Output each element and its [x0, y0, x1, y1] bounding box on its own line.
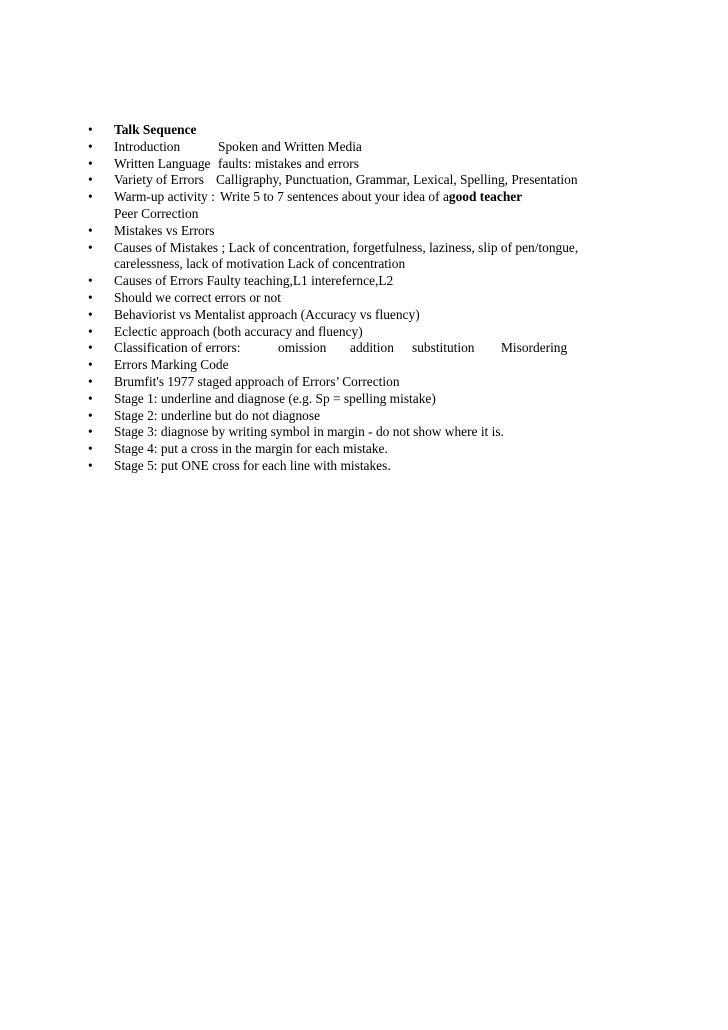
item-continuation: Peer Correction: [114, 205, 199, 221]
item-text: Misordering: [501, 340, 568, 356]
item-text: Write 5 to 7 sentences about your idea of a: [220, 189, 449, 205]
list-item: [88, 240, 708, 274]
list-item: [88, 357, 708, 374]
list-item: [88, 172, 708, 189]
list-item: [88, 156, 708, 173]
item-text: Stage 4: put a cross in the margin for each mistake.: [114, 441, 388, 457]
item-text: good teacher: [448, 189, 523, 205]
list-item: [88, 324, 708, 341]
list-item: [88, 391, 708, 408]
bullet-icon: •: [88, 407, 93, 423]
list-item: [88, 441, 708, 458]
list-item: [88, 189, 708, 223]
item-text: substitution: [412, 340, 475, 356]
item-text: Stage 1: underline and diagnose (e.g. Sp = spelling mistake): [114, 390, 436, 406]
list-item: [88, 223, 708, 240]
bullet-list: [88, 122, 708, 475]
item-text: Written Language: [114, 155, 211, 171]
bullet-icon: •: [88, 357, 93, 373]
item-text: Variety of Errors: [114, 172, 204, 188]
bullet-icon: •: [88, 172, 93, 188]
bullet-icon: •: [88, 441, 93, 457]
item-text: Classification of errors:: [114, 340, 241, 356]
bullet-icon: •: [88, 273, 93, 289]
item-text: Stage 3: diagnose by writing symbol in margin - do not show where it is.: [114, 424, 504, 440]
item-text: Causes of Errors Faulty teaching,L1 interefernce,L2: [114, 273, 394, 289]
bullet-icon: •: [88, 189, 93, 205]
list-item: [88, 290, 708, 307]
item-text: omission: [278, 340, 327, 356]
bullet-icon: •: [88, 289, 93, 305]
item-text: Eclectic approach (both accuracy and fluency): [114, 323, 363, 339]
item-text: faults: mistakes and errors: [218, 155, 359, 171]
item-text: Mistakes vs Errors: [114, 222, 215, 238]
item-text: Talk Sequence: [114, 122, 197, 137]
list-item: [88, 307, 708, 324]
item-text: Warm-up activity :: [114, 189, 215, 205]
bullet-icon: •: [88, 457, 93, 473]
item-text: Spoken and Written Media: [218, 138, 362, 154]
bullet-icon: •: [88, 222, 93, 238]
item-text: Behaviorist vs Mentalist approach (Accuracy vs fluency): [114, 306, 420, 322]
bullet-icon: •: [88, 340, 93, 356]
list-item: [88, 122, 708, 139]
bullet-icon: •: [88, 122, 93, 137]
item-text: Stage 5: put ONE cross for each line with mistakes.: [114, 457, 391, 473]
item-text: Brumfit's 1977 staged approach of Errors’ Correction: [114, 373, 400, 389]
item-text: Should we correct errors or not: [114, 289, 281, 305]
bullet-icon: •: [88, 155, 93, 171]
list-item: [88, 408, 708, 425]
bullet-icon: •: [88, 424, 93, 440]
list-item: [88, 424, 708, 441]
list-item: [88, 374, 708, 391]
bullet-icon: •: [88, 138, 93, 154]
item-text: Calligraphy, Punctuation, Grammar, Lexical, Spelling, Presentation: [216, 172, 578, 188]
item-text: Stage 2: underline but do not diagnose: [114, 407, 321, 423]
list-item: [88, 340, 708, 357]
item-text: addition: [350, 340, 394, 356]
list-item: [88, 139, 708, 156]
bullet-icon: •: [88, 323, 93, 339]
item-continuation: carelessness, lack of motivation Lack of concentration: [114, 256, 406, 272]
bullet-icon: •: [88, 390, 93, 406]
item-text: Causes of Mistakes ; Lack of concentration, forgetfulness, laziness, slip of pen/tongue,: [114, 239, 579, 255]
item-text: Introduction: [114, 138, 181, 154]
bullet-icon: •: [88, 239, 93, 255]
list-item: [88, 273, 708, 290]
item-text: Errors Marking Code: [114, 357, 229, 373]
bullet-icon: •: [88, 306, 93, 322]
list-item: [88, 458, 708, 475]
bullet-icon: •: [88, 373, 93, 389]
